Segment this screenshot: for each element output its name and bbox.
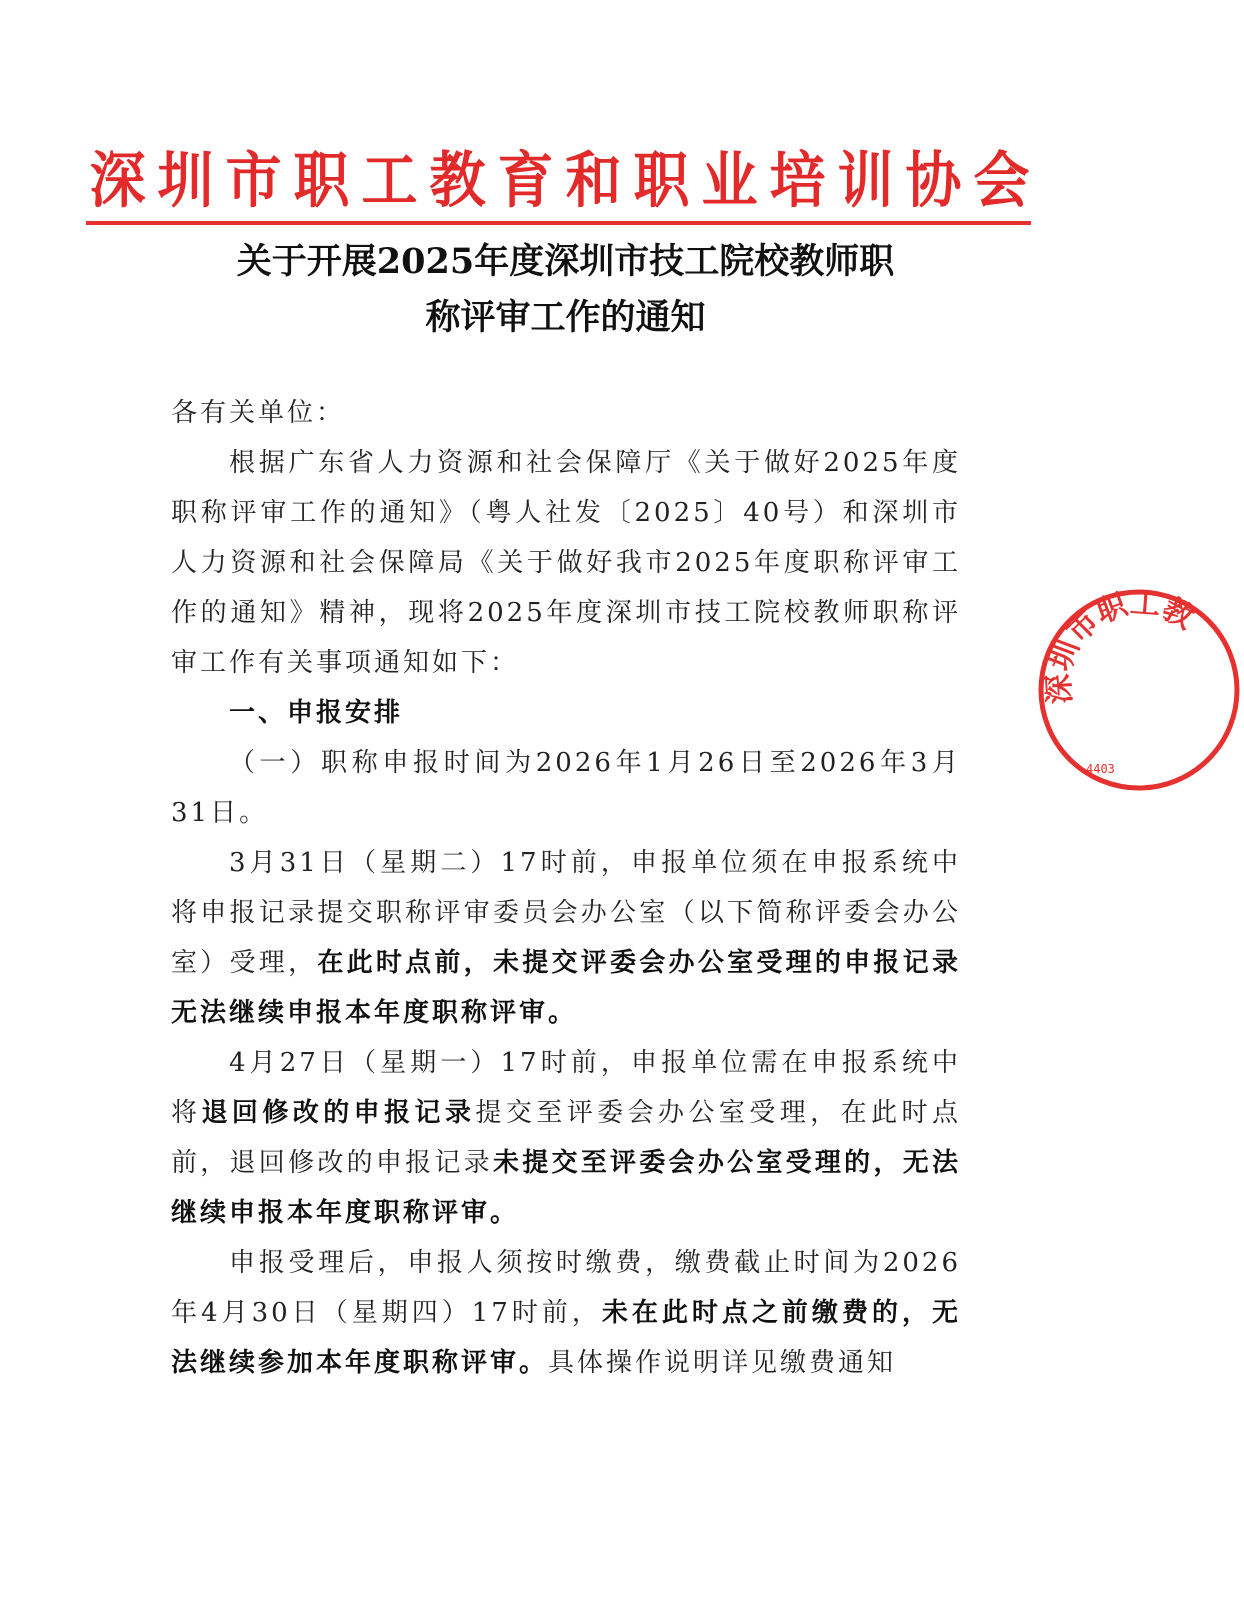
section-heading-1: 一、申报安排 [229, 698, 404, 728]
deadline-1-emphasis: 在此时点前，未提交评委会办公室受理的申报记录无法继续申报本年度职称评审。 [171, 948, 961, 1028]
official-seal [1034, 585, 1244, 795]
document-title [80, 234, 1051, 346]
payment-text-a: 申报受理后，申报人须按时缴费，缴费截止时间为2026年4月30日（星期四）17时前， [171, 1248, 961, 1328]
salutation: 各有关单位： [171, 398, 346, 428]
letterhead-organization: 深圳市职工教育和职业培训协会 [89, 145, 1042, 216]
payment-emphasis: 未在此时点之前缴费的，无法继续参加本年度职称评审。 [171, 1298, 961, 1378]
letterhead-divider [86, 221, 1031, 225]
svg-text:深圳市职工教 [1041, 586, 1200, 706]
deadline-1-text: 3月31日（星期二）17时前，申报单位须在申报系统中将申报记录提交职称评审委员会办公室（以下简称评委会办公室）受理， [171, 848, 961, 978]
document-body [171, 388, 961, 1388]
item-1-paragraph: （一）职称申报时间为2026年1月26日至2026年3月31日。 [171, 748, 961, 828]
payment-text-b: 具体操作说明详见缴费通知 [548, 1348, 897, 1378]
deadline-paragraph-1 [171, 838, 961, 1038]
payment-paragraph [171, 1238, 961, 1388]
title-line-1: 关于开展2025年度深圳市技工院校教师职 [236, 241, 895, 282]
deadline-2-text-b: 提交至评委会办公室受理，在此时点前，退回修改的申报记录 [171, 1098, 961, 1178]
deadline-paragraph-2 [171, 1038, 961, 1238]
intro-paragraph: 根据广东省人力资源和社会保障厅《关于做好2025年度职称评审工作的通知》（粤人社发〔2025〕40号）和深圳市人力资源和社会保障局《关于做好我市2025年度职称评审工作的通知》精神，现将2025年度深圳市技工院校教师职称评审工作有关事项通知如下： [171, 448, 961, 678]
seal-code: 4403 [1086, 762, 1115, 776]
deadline-2-text-a: 4月27日（星期一）17时前，申报单位需在申报系统中将 [171, 1048, 961, 1128]
deadline-2-emphasis-b: 未提交至评委会办公室受理的，无法继续申报本年度职称评审。 [171, 1148, 961, 1228]
deadline-2-emphasis-a: 退回修改的申报记录 [201, 1098, 476, 1128]
title-line-2: 称评审工作的通知 [425, 297, 706, 338]
seal-text: 深圳市职工教 [1041, 585, 1200, 706]
